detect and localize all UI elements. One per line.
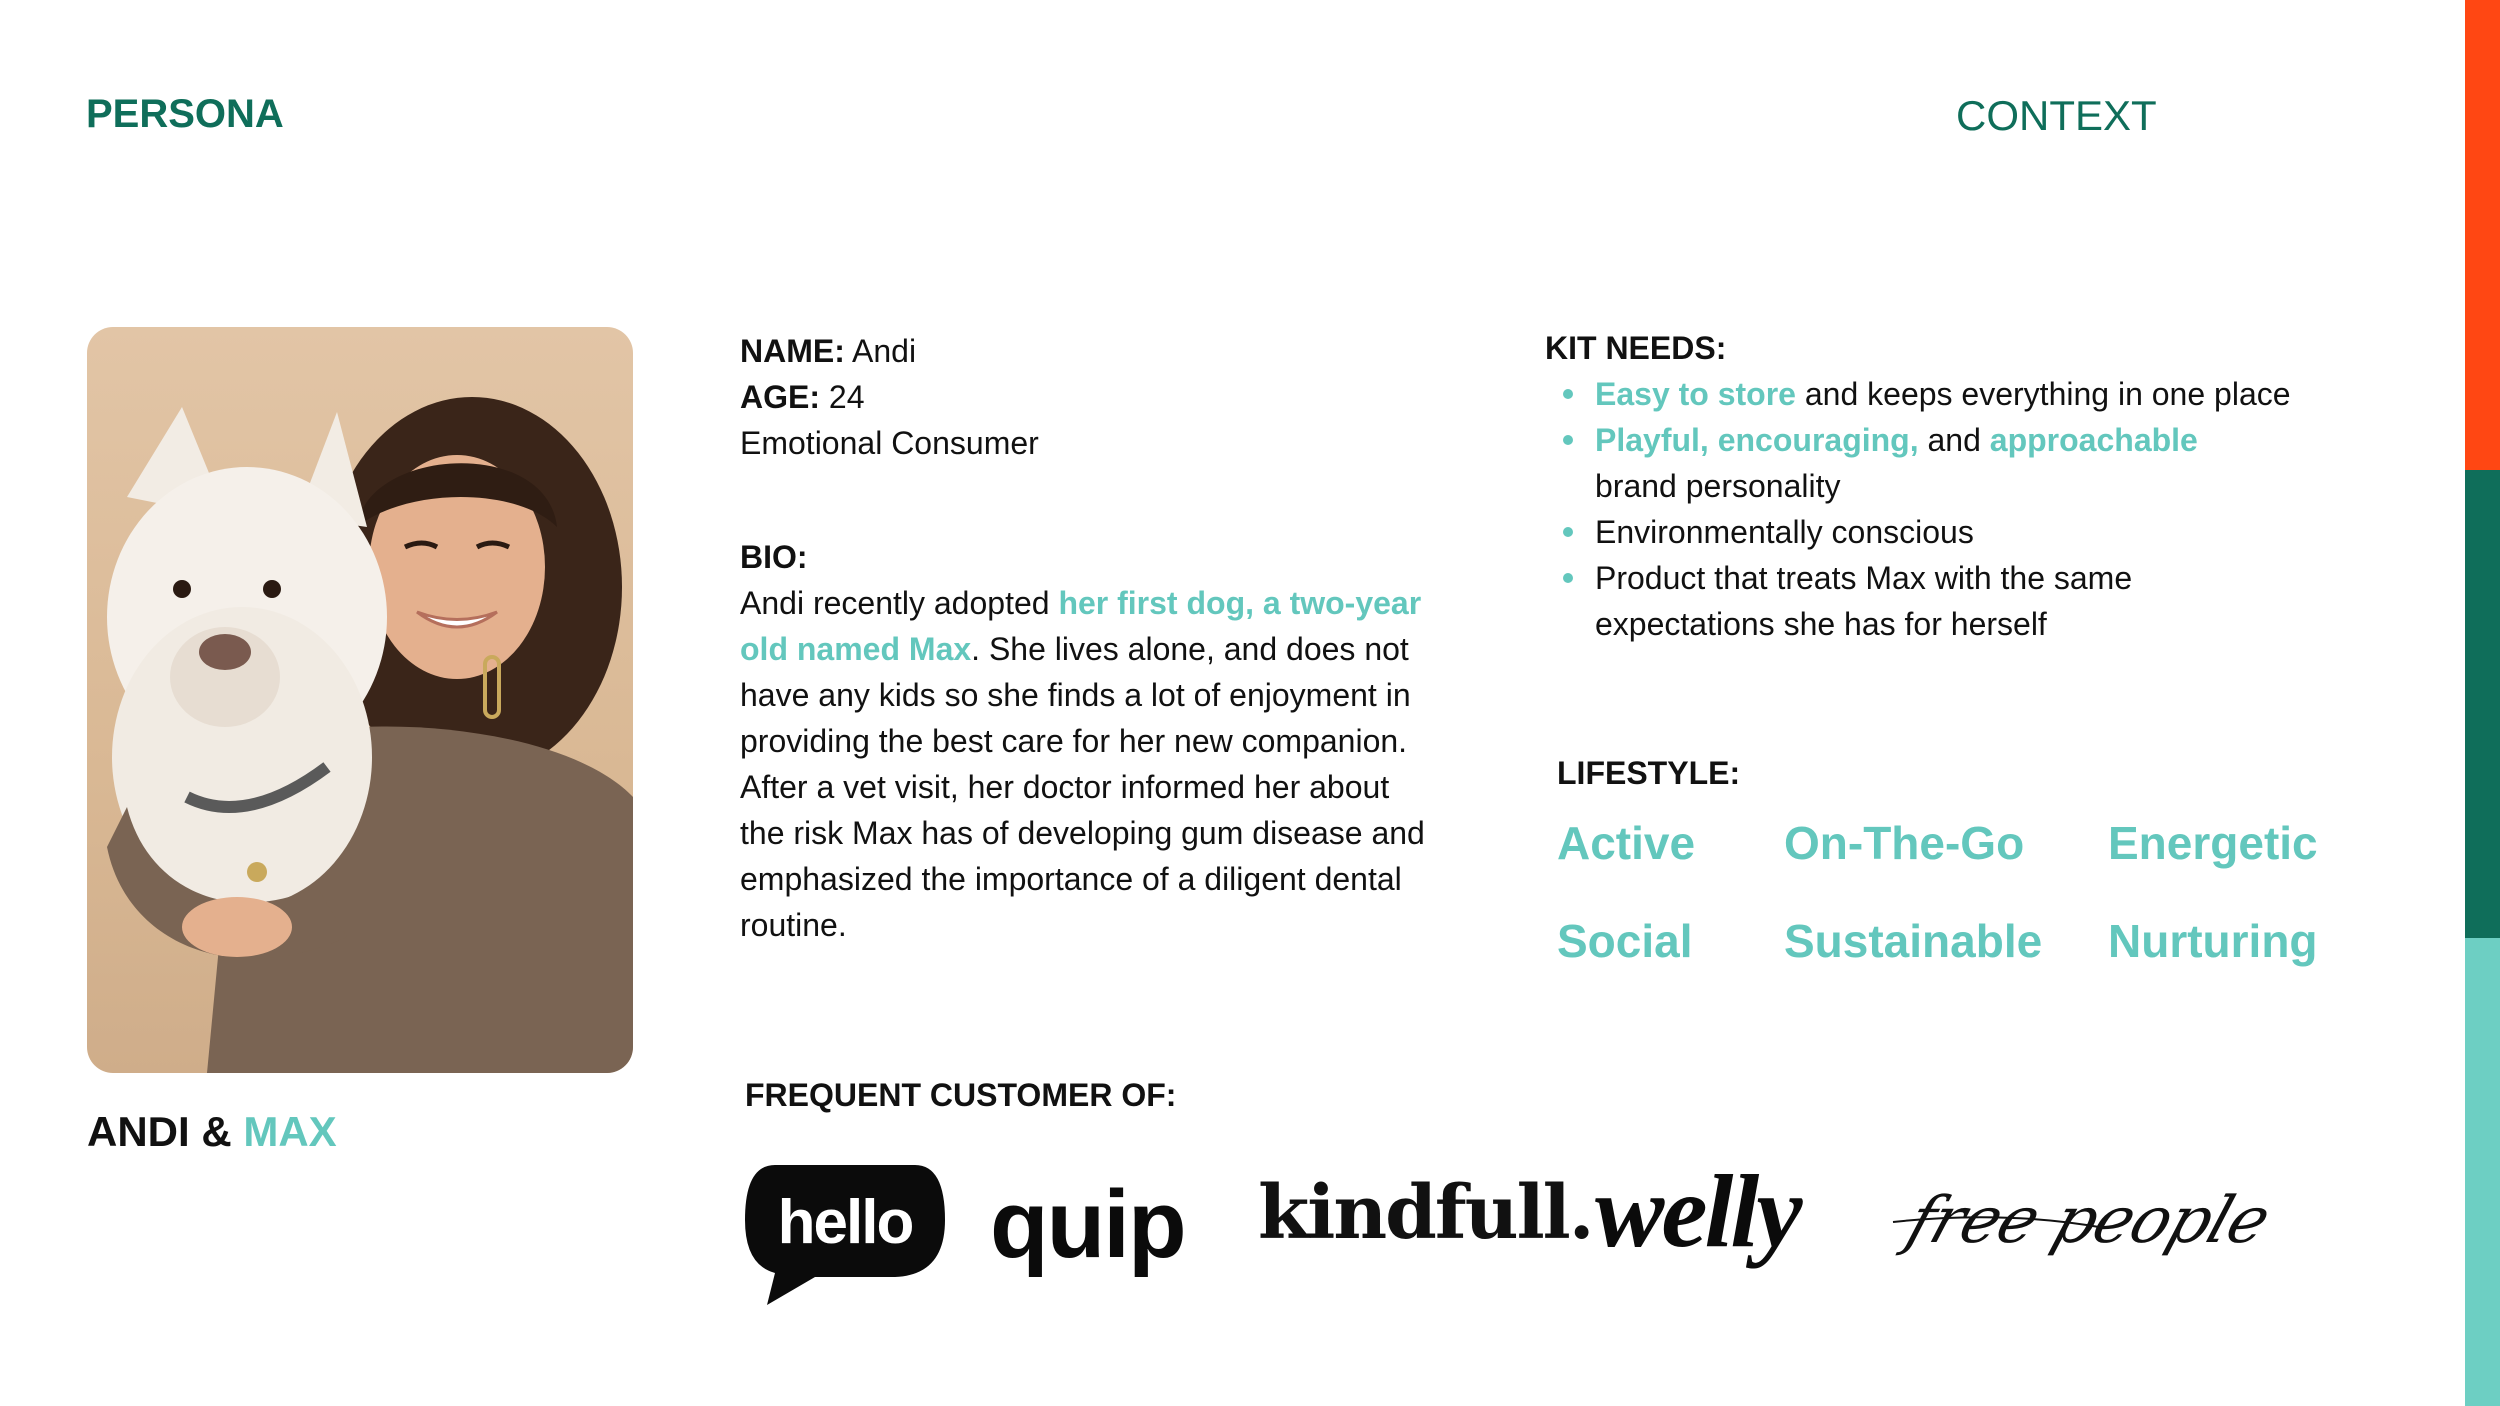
kit-need-item (1545, 371, 2291, 417)
lifestyle-label: LIFESTYLE: (1557, 755, 1741, 791)
free-people-script (1885, 1170, 2295, 1280)
consumer-type: Emotional Consumer (740, 425, 1039, 461)
name-label: NAME: (740, 333, 845, 369)
hello-speech-bubble-icon (745, 1155, 945, 1305)
kit-need-item: Environmentally conscious (1545, 509, 2291, 555)
lifestyle-word: On-The-Go (1784, 817, 2025, 869)
kit-need-2-mid: and (1918, 422, 1990, 458)
lifestyle-word: Nurturing (2108, 915, 2318, 967)
kit-need-item: Product that treats Max with the same expectations she has for herself (1545, 555, 2215, 647)
lifestyle-word: Sustainable (1784, 915, 2043, 967)
caption-ampersand: & (189, 1108, 244, 1155)
persona-info (740, 328, 1039, 466)
frequent-customer-label: FREQUENT CUSTOMER OF: (745, 1077, 1177, 1113)
age-row (740, 374, 1039, 420)
stripe-dark-green (2465, 470, 2500, 938)
kit-need-1-highlight: Easy to store (1595, 376, 1796, 412)
hello-logo-text: hello (777, 1188, 913, 1257)
stripe-teal (2465, 938, 2500, 1406)
persona-title: PERSONA (86, 92, 284, 136)
stripe-orange (2465, 0, 2500, 470)
bio-section (740, 534, 1440, 948)
lifestyle-word: Social (1557, 915, 1693, 967)
kit-need-2-text: brand personality (1595, 468, 1841, 504)
bio-highlight: her first dog, a two-year old named Max (740, 585, 1422, 667)
lifestyle-word: Energetic (2108, 817, 2318, 869)
lifestyle-word: Active (1557, 817, 1696, 869)
welly-logo: welly (1595, 1154, 1800, 1269)
kit-needs-label: KIT NEEDS: (1545, 330, 1727, 366)
quip-logo: quip (990, 1171, 1185, 1278)
kit-needs-section (1545, 325, 2291, 647)
kindfull-logo: kindfull. (1258, 1170, 1593, 1256)
woman-and-dog-illustration (87, 327, 633, 1073)
caption-person-name: ANDI (87, 1108, 190, 1155)
age-value: 24 (820, 379, 865, 415)
name-row (740, 328, 1039, 374)
bio-label: BIO: (740, 539, 808, 575)
persona-caption (87, 1108, 337, 1156)
persona-photo (87, 327, 633, 1073)
free-people-logo (1885, 1170, 2295, 1280)
kit-need-2-highlight-1: Playful, encouraging, (1595, 422, 1919, 458)
kit-need-1-text: and keeps everything in one place (1795, 376, 2291, 412)
bio-part-1: Andi recently adopted (740, 585, 1059, 621)
kit-need-item (1545, 417, 2291, 509)
bio-text (740, 580, 1440, 948)
kit-needs-list (1545, 371, 2291, 647)
context-title: CONTEXT (1956, 92, 2157, 139)
name-value: Andi (844, 333, 917, 369)
free-people-logo-text: free people (1898, 1183, 2279, 1258)
caption-pet-name: MAX (243, 1108, 337, 1155)
bio-part-2: . She lives alone, and does not have any kids so she finds a lot of enjoyment in providing the best care for her new companion. After a vet visit, her doctor informed her about the risk Max has of developing gum disease and emphasized the importance of a diligent dental routine. (740, 631, 1425, 943)
hello-logo (745, 1155, 945, 1305)
age-label: AGE: (740, 379, 820, 415)
kit-need-2-highlight-2: approachable (1989, 422, 2198, 458)
